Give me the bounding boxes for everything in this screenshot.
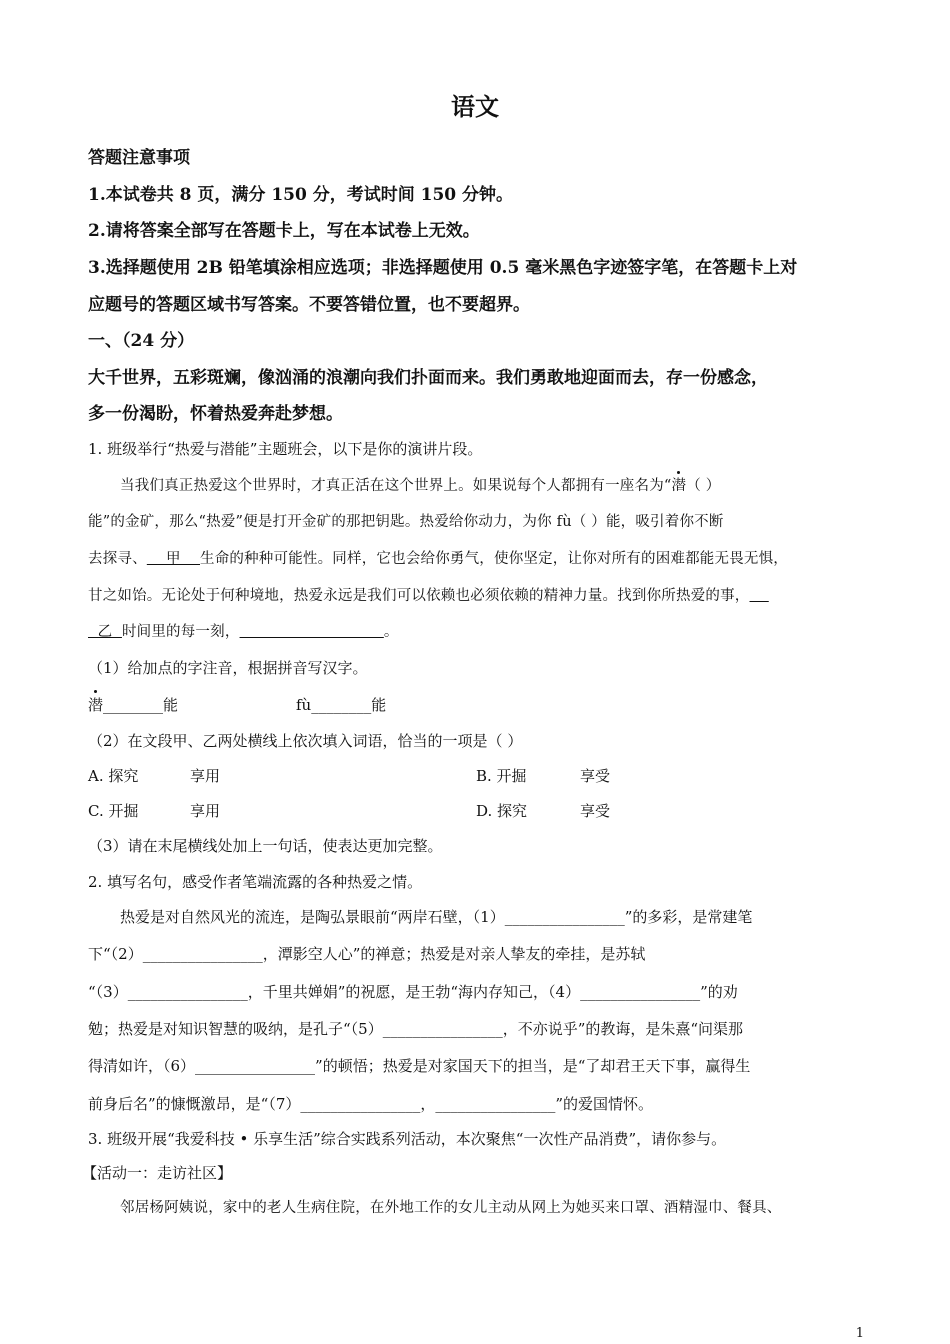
q1-stem: 1. 班级举行“热爱与潜能”主题班会，以下是你的演讲片段。	[88, 440, 483, 458]
q3-stem: 3. 班级开展“我爱科技 • 乐享生活”综合实践系列活动，本次聚焦“一次性产品消费”，请你参与。	[88, 1130, 727, 1148]
q1-passage-line-4	[88, 586, 862, 606]
sub1-tail: 能	[163, 696, 179, 714]
q1-passage-line-3	[88, 549, 862, 569]
q1-passage-line-5	[88, 622, 862, 642]
q1-passage-line-1	[120, 476, 862, 496]
section-intro-line-2: 多一份渴盼，怀着热爱奔赴梦想。	[88, 404, 343, 424]
section-heading: 一、（24 分）	[88, 331, 195, 351]
option-label: C. 开掘	[88, 802, 139, 820]
option-a	[88, 766, 221, 786]
sub1-tail: 能	[371, 696, 387, 714]
q1-passage-text: 当我们真正热爱这个世界时，才真正活在这个世界上。如果说每个人都拥有一座名为“	[120, 478, 672, 494]
q2-line-4: 勉；热爱是对知识智慧的吸纳，是孔子“（5）________________，不亦说乎”的教诲，是朱熹“问渠那	[88, 1020, 744, 1038]
q1-passage-text: 生命的种种可能性。同样，它也会给你勇气，使你坚定，让你对所有的困难都能无畏无惧，	[200, 551, 788, 567]
sub1-b	[296, 695, 386, 715]
q2-stem: 2. 填写名句，感受作者笔端流露的各种热爱之情。	[88, 873, 423, 891]
option-b	[476, 766, 611, 786]
answer-blank: ________	[311, 696, 372, 714]
blank-jia: 甲	[146, 551, 200, 567]
notice-item-3: 3.选择题使用 2B 铅笔填涂相应选项；非选择题使用 0.5 毫米黑色字迹签字笔，在答题卡上对	[88, 258, 798, 278]
q1-sub3: （3）请在末尾横线处加上一句话，使表达更加完整。	[88, 837, 443, 855]
option-word: 享用	[190, 802, 221, 820]
notice-item-4: 应题号的答题区域书写答案。不要答错位置，也不要超界。	[88, 295, 530, 315]
answer-blank: ________	[103, 696, 164, 714]
option-word: 享用	[190, 767, 221, 785]
q2-line-5: 得清如许，（6）________________”的顿悟；热爱是对家国天下的担当，是“了却君王天下事，赢得生	[88, 1057, 751, 1075]
q1-sub1-answers	[88, 695, 862, 715]
answer-blank	[240, 624, 384, 640]
option-word: 享受	[580, 802, 611, 820]
q1-passage-text: 时间里的每一刻，	[121, 624, 240, 640]
option-c	[88, 801, 221, 821]
option-label: A. 探究	[88, 767, 139, 785]
q2-line-6: 前身后名”的慷慨激昂，是“（7）________________，________________”的爱国情怀。	[88, 1095, 654, 1113]
dotted-char: 潜	[671, 478, 687, 494]
q1-passage-text: 。	[383, 624, 399, 640]
pinyin-blank: （ ）	[686, 478, 721, 494]
q1-passage-text: 甘之如饴。无论处于何种境地，热爱永远是我们可以依赖也必须依赖的精神力量。找到你所热爱的事，	[88, 588, 750, 604]
q1-sub2: （2）在文段甲、乙两处横线上依次填入词语，恰当的一项是（ ）	[88, 732, 523, 750]
notice-heading: 答题注意事项	[88, 148, 190, 168]
q1-sub1: （1）给加点的字注音，根据拼音写汉字。	[88, 659, 368, 677]
q2-line-2: 下“（2）________________，潭影空人心”的禅意；热爱是对亲人挚友的牵挂，是苏轼	[88, 945, 646, 963]
activity-heading: 【活动一：走访社区】	[82, 1164, 233, 1182]
option-label: B. 开掘	[476, 767, 527, 785]
q2-line-1: 热爱是对自然风光的流连，是陶弘景眼前“两岸石壁，（1）________________”的多彩，是常建笔	[120, 908, 753, 926]
option-label: D. 探究	[476, 802, 528, 820]
notice-item-2: 2.请将答案全部写在答题卡上，写在本试卷上无效。	[88, 221, 480, 241]
q2-line-3: “（3）________________，千里共婵娟”的祝愿，是王勃“海内存知己，（4）________________”的劝	[88, 983, 738, 1001]
section-intro-line-1: 大千世界，五彩斑斓，像汹涌的浪潮向我们扑面而来。我们勇敢地迎面而去，存一份感念，	[88, 368, 768, 388]
page-title: 语文	[451, 92, 499, 121]
blank-yi: 乙	[88, 624, 122, 640]
dotted-char: 潜	[88, 696, 104, 714]
notice-item-1: 1.本试卷共 8 页，满分 150 分，考试时间 150 分钟。	[88, 185, 514, 205]
q1-passage-text: 去探寻、	[88, 551, 147, 567]
q3-passage-line-1: 邻居杨阿姨说，家中的老人生病住院，在外地工作的女儿主动从网上为她买来口罩、酒精湿巾、餐具、	[120, 1200, 782, 1216]
option-d	[476, 801, 611, 821]
pinyin: fù	[296, 696, 312, 714]
q1-passage-line-2: 能”的金矿，那么“热爱”便是打开金矿的那把钥匙。热爱给你动力，为你 fù（ ）能，吸引着你不断	[88, 514, 724, 530]
blank-yi-start	[750, 588, 769, 604]
option-word: 享受	[580, 767, 611, 785]
page-number: 1	[855, 1326, 864, 1341]
